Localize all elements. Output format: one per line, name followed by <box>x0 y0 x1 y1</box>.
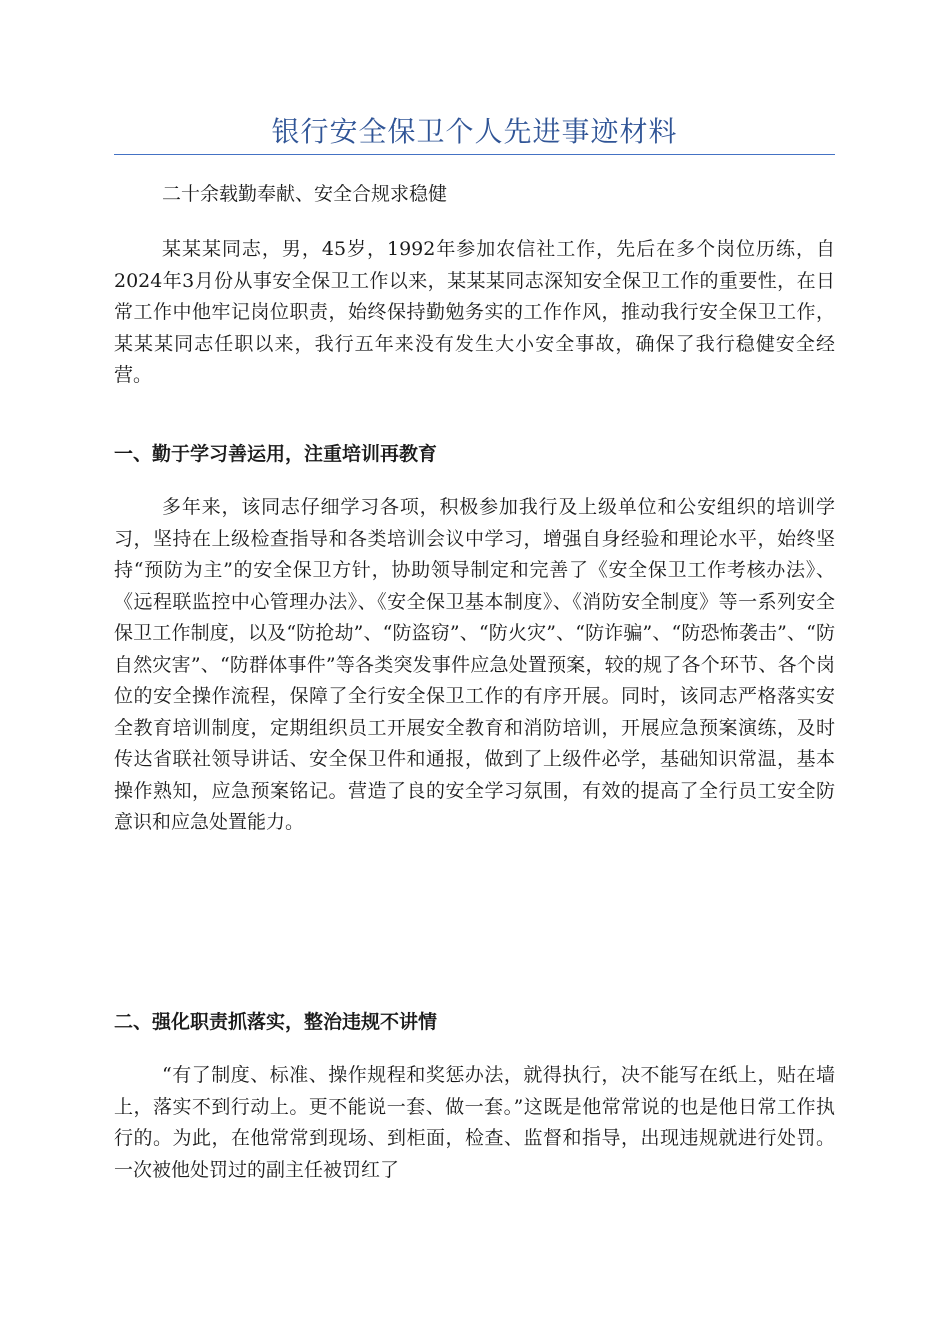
paragraph-intro: 某某某同志，男，45岁，1992年参加农信社工作，先后在多个岗位历练，自2024年3月份从事安全保卫工作以来，某某某同志深知安全保卫工作的重要性，在日常工作中他牢记岗位职责，始终保持勤勉务实的工作作风，推动我行安全保卫工作，某某某同志任职以来，我行五年来没有发生大小安全事故，确保了我行稳健安全经营。 <box>114 238 835 386</box>
paragraph-section-2: “有了制度、标准、操作规程和奖惩办法，就得执行，决不能写在纸上，贴在墙上，落实不到行动上。更不能说一套、做一套。”这既是他常常说的也是他日常工作执行的。为此，在他常常到现场、到柜面，检查、监督和指导，出现违规就进行处罚。一次被他处罚过的副主任被罚红了 <box>114 1064 835 1181</box>
title-underline <box>114 154 835 155</box>
document-subtitle: 二十余载勤奉献、安全合规求稳健 <box>162 183 448 205</box>
document-title: 银行安全保卫个人先进事迹材料 <box>271 115 678 148</box>
section-heading-1: 一、勤于学习善运用，注重培训再教育 <box>114 443 438 465</box>
paragraph-section-1: 多年来，该同志仔细学习各项，积极参加我行及上级单位和公安组织的培训学习，坚持在上级检查指导和各类培训会议中学习，增强自身经验和理论水平，始终坚持“预防为主”的安全保卫方针，协助领导制定和完善了《安全保卫工作考核办法》、《远程联监控中心管理办法》、《安全保卫基本制度》、《消防安全制度》等一系列安全保卫工作制度，以及“防抢劫”、“防盗窃”、“防火灾”、“防诈骗”、“防恐怖袭击”、“防自然灾害”、“防群体事件”等各类突发事件应急处置预案，较的规了各个环节、各个岗位的安全操作流程，保障了全行安全保卫工作的有序开展。同时，该同志严格落实安全教育培训制度，定期组织员工开展安全教育和消防培训，开展应急预案演练，及时传达省联社领导讲话、安全保卫件和通报，做到了上级件必学，基础知识常温，基本操作熟知，应急预案铭记。营造了良的安全学习氛围，有效的提高了全行员工安全防意识和应急处置能力。 <box>114 496 835 833</box>
section-heading-2: 二、强化职责抓落实，整治违规不讲情 <box>114 1011 438 1033</box>
